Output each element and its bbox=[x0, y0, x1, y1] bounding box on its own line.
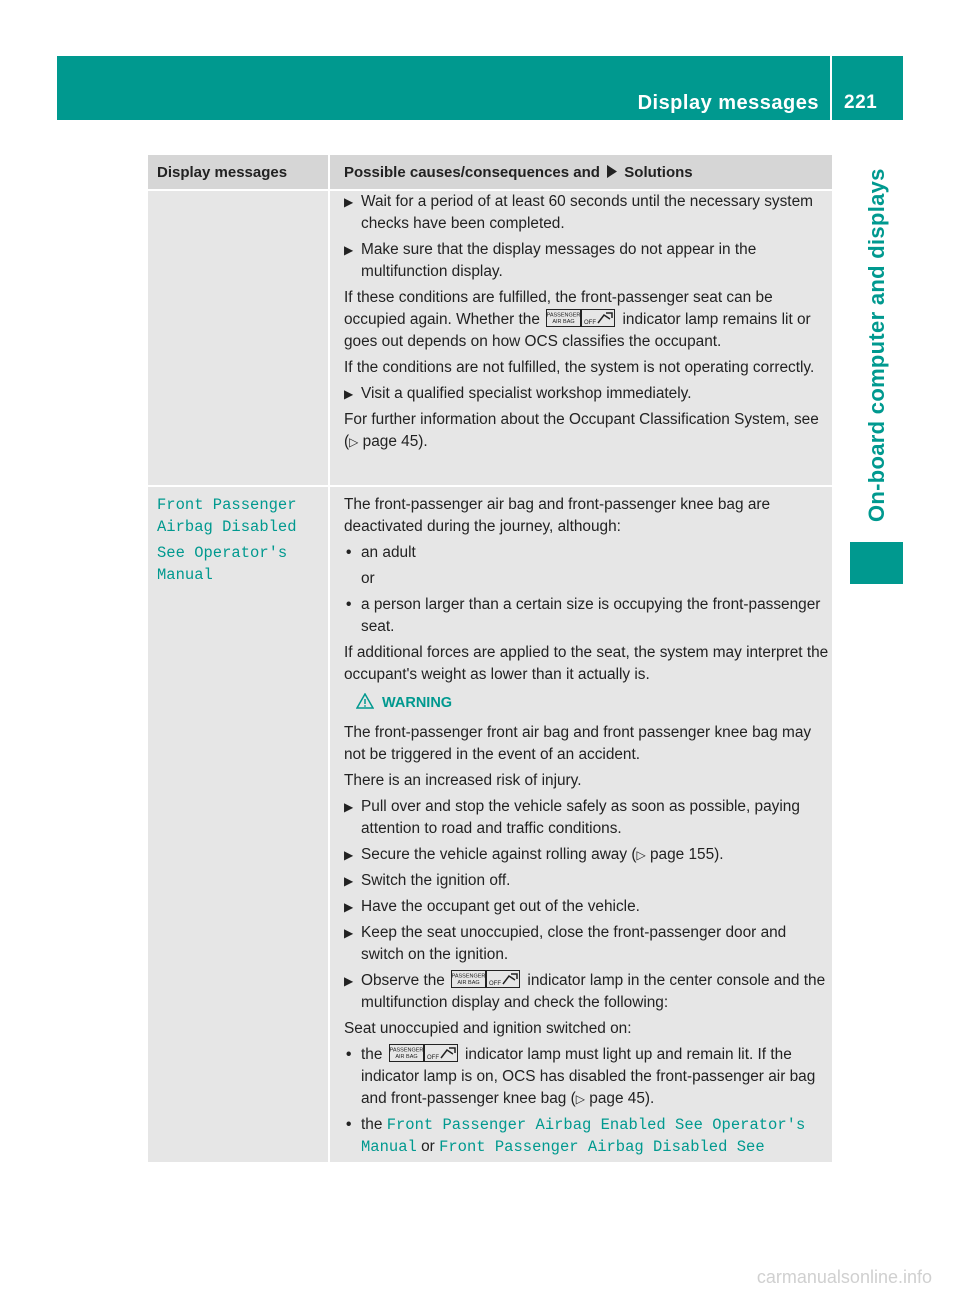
display-message: Front Passenger Airbag Disabled See Operator's Manual bbox=[157, 496, 297, 584]
svg-text:PASSENGER: PASSENGER bbox=[389, 1047, 424, 1054]
list-item: • the Front Passenger Airbag Enabled See Operator's Manual or Front Passenger Airbag Disabled See bbox=[346, 1116, 806, 1156]
page-ref-icon: ▷ bbox=[636, 848, 646, 862]
page-number: 221 bbox=[844, 92, 878, 113]
watermark: carmanualsonline.info bbox=[756, 1267, 932, 1287]
page-ref-icon: ▷ bbox=[575, 1092, 585, 1106]
paragraph: If these conditions are fulfilled, the front-passenger seat can be occupied again. Whether the PASSENGER AIR BAG OFF indicator lamp remains lit or goes out depends on how OCS classifies the occupant. bbox=[344, 289, 811, 350]
instruction-step: ▶ Make sure that the display messages do not appear in the multifunction display. bbox=[344, 241, 757, 280]
page-reference[interactable]: page 45). bbox=[362, 433, 428, 450]
step-arrow-icon: ▶ bbox=[344, 926, 354, 940]
step-arrow-icon: ▶ bbox=[344, 848, 354, 862]
bullet-icon: • bbox=[346, 596, 352, 613]
page-header bbox=[57, 56, 903, 120]
svg-text:OFF: OFF bbox=[584, 320, 597, 326]
svg-text:AIR BAG: AIR BAG bbox=[552, 319, 575, 325]
instruction-step: ▶ Have the occupant get out of the vehicle. bbox=[344, 896, 830, 918]
paragraph: If the conditions are not fulfilled, the system is not operating correctly. bbox=[344, 359, 815, 376]
passenger-airbag-off-icon bbox=[451, 970, 521, 988]
instruction-step: ▶ Wait for a period of at least 60 seconds until the necessary system checks have been completed. bbox=[344, 193, 813, 232]
display-message-inline: Front Passenger Airbag Disabled See bbox=[439, 1138, 765, 1156]
bullet-icon: • bbox=[346, 544, 352, 561]
or-text: or bbox=[361, 570, 375, 587]
chapter-tab bbox=[850, 152, 903, 542]
warning-triangle-icon bbox=[356, 693, 374, 709]
bullet-icon: • bbox=[346, 1046, 352, 1063]
instruction-step: ▶ Keep the seat unoccupied, close the front-passenger door and switch on the ignition. bbox=[344, 924, 787, 963]
table-row bbox=[344, 494, 830, 1162]
play-arrow-icon bbox=[606, 165, 618, 178]
step-arrow-icon: ▶ bbox=[344, 874, 354, 888]
step-arrow-icon: ▶ bbox=[344, 387, 354, 401]
page-reference[interactable]: page 155). bbox=[649, 846, 724, 863]
instruction-step: ▶ Pull over and stop the vehicle safely as soon as possible, paying attention to road and traffic conditions. bbox=[344, 798, 800, 837]
instruction-step: ▶ Secure the vehicle against rolling away (▷ page 155). bbox=[344, 844, 830, 866]
column-header-solutions-post: Solutions bbox=[624, 164, 693, 181]
svg-text:PASSENGER: PASSENGER bbox=[451, 973, 486, 980]
list-item: • an adult bbox=[344, 542, 830, 564]
paragraph: If additional forces are applied to the seat, the system may interpret the occupant's weight as lower than it actually is. bbox=[344, 644, 829, 683]
page-ref-icon: ▷ bbox=[349, 435, 359, 449]
column-header-solutions bbox=[344, 164, 693, 181]
display-messages-table bbox=[148, 155, 832, 1162]
header-divider bbox=[830, 56, 832, 120]
svg-text:AIR BAG: AIR BAG bbox=[457, 980, 480, 986]
list-item: • a person larger than a certain size is occupying the front-passenger seat. bbox=[346, 596, 821, 635]
row-divider bbox=[148, 485, 832, 487]
column-divider bbox=[328, 155, 330, 1162]
svg-text:OFF: OFF bbox=[426, 1055, 439, 1061]
svg-text:PASSENGER: PASSENGER bbox=[546, 312, 581, 319]
paragraph: The front-passenger air bag and front-passenger knee bag are deactivated during the journey, although: bbox=[344, 496, 771, 535]
page-reference[interactable]: page 45). bbox=[589, 1090, 655, 1107]
section-title: Display messages bbox=[637, 92, 819, 114]
svg-text:AIR BAG: AIR BAG bbox=[395, 1054, 418, 1060]
step-arrow-icon: ▶ bbox=[344, 243, 354, 257]
column-header-display-messages: Display messages bbox=[157, 164, 288, 181]
column-header-solutions-pre: Possible causes/consequences and bbox=[344, 164, 600, 181]
warning-text: The front-passenger front air bag and front passenger knee bag may not be triggered in the event of an accident. bbox=[344, 724, 812, 763]
step-arrow-icon: ▶ bbox=[344, 974, 354, 988]
instruction-step: ▶ Switch the ignition off. bbox=[344, 870, 830, 892]
paragraph: For further information about the Occupant Classification System, see (▷ page 45). bbox=[344, 411, 819, 450]
list-item: • the PASSENGER AIR BAG OFF indicator lamp must light up and remain lit. If the indicator lamp is on, OCS has disabled the front-passenger air bag and front-passenger knee bag (▷ page 45). bbox=[346, 1046, 816, 1107]
step-arrow-icon: ▶ bbox=[344, 800, 354, 814]
chapter-tab-label: On-board computer and displays bbox=[864, 168, 889, 522]
step-arrow-icon: ▶ bbox=[344, 195, 354, 209]
step-arrow-icon: ▶ bbox=[344, 900, 354, 914]
paragraph: Seat unoccupied and ignition switched on: bbox=[344, 1020, 632, 1037]
table-header bbox=[148, 155, 832, 189]
warning-heading: WARNING bbox=[344, 692, 830, 714]
instruction-step: ▶ Visit a qualified specialist workshop immediately. bbox=[344, 383, 830, 405]
display-message-inline: Front Passenger Airbag Enabled See Operator's Manual bbox=[361, 1116, 806, 1156]
chapter-marker bbox=[850, 542, 903, 584]
svg-text:OFF: OFF bbox=[489, 981, 502, 987]
table-row bbox=[344, 191, 830, 457]
passenger-airbag-off-icon bbox=[389, 1044, 459, 1062]
instruction-step: ▶ Observe the PASSENGER AIR BAG OFF indicator lamp in the center console and the multifunction display and check the following: bbox=[344, 972, 826, 1011]
passenger-airbag-off-icon bbox=[546, 309, 616, 327]
bullet-icon: • bbox=[346, 1116, 352, 1133]
warning-text: There is an increased risk of injury. bbox=[344, 772, 582, 789]
